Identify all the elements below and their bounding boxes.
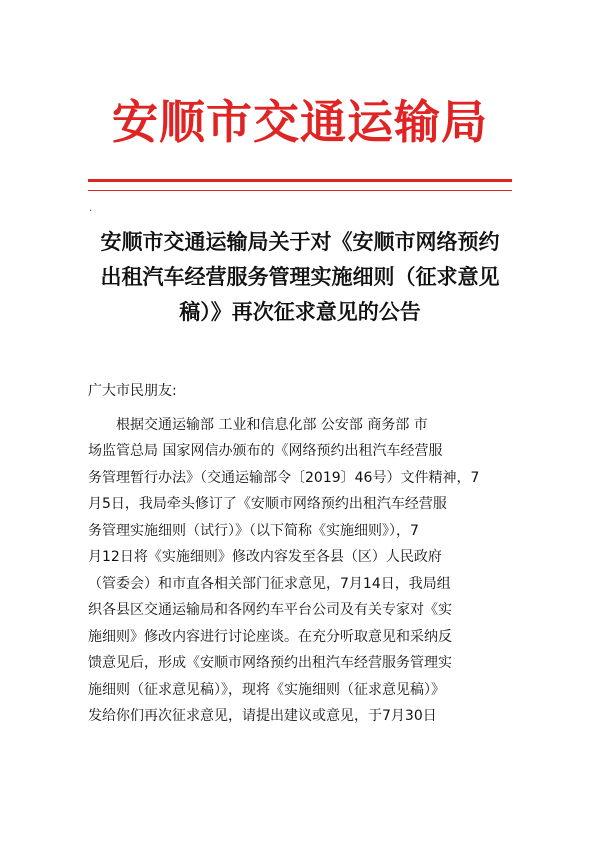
body-line: 场监管总局 国家网信办颁布的《网络预约出租汽车经营服 (88, 443, 443, 459)
body-line: 月12日将《实施细则》修改内容发至各县（区）人民政府 (88, 549, 442, 565)
body-line: 织各县区交通运输局和各网约车平台公司及有关专家对《实 (88, 602, 452, 618)
body-line: 根据交通运输部 工业和信息化部 公安部 商务部 市 (88, 416, 428, 433)
notice-body (88, 378, 528, 730)
notice-title-line: 出租汽车经营服务管理实施细则（征求意见 (100, 264, 500, 289)
masthead-divider-thick (88, 179, 512, 182)
body-line: 馈意见后，形成《安顺市网络预约出租汽车经营服务管理实 (88, 655, 452, 671)
body-line: 施细则》修改内容进行讨论座谈。在充分听取意见和采纳反 (88, 628, 452, 645)
masthead-title: 安顺市交通运输局 (112, 95, 488, 149)
body-line: （管委会）和市直各相关部门征求意见，7月14日，我局组 (88, 575, 451, 592)
notice-title-line: 安顺市交通运输局关于对《安顺市网络预约 (100, 229, 500, 254)
body-line: 发给你们再次征求意见，请提出建议或意见，于7月30日 (88, 708, 437, 724)
document-mark: · (89, 206, 93, 217)
salutation: 广大市民朋友: (88, 383, 177, 399)
body-line: 施细则（征求意见稿）》，现将《实施细则（征求意见稿）》 (88, 681, 445, 698)
masthead-divider-thin (88, 190, 512, 191)
body-line: 月5日，我局牵头修订了《安顺市网络预约出租汽车经营服 (88, 496, 447, 512)
notice-title (85, 224, 515, 329)
body-line: 务管理实施细则（试行）》（以下简称《实施细则》），7 (88, 522, 419, 539)
body-line: 务管理暂行办法》（交通运输部令〔2019〕46号）文件精神，7 (88, 469, 480, 486)
notice-title-line: 稿）》再次征求意见的公告 (179, 299, 421, 324)
